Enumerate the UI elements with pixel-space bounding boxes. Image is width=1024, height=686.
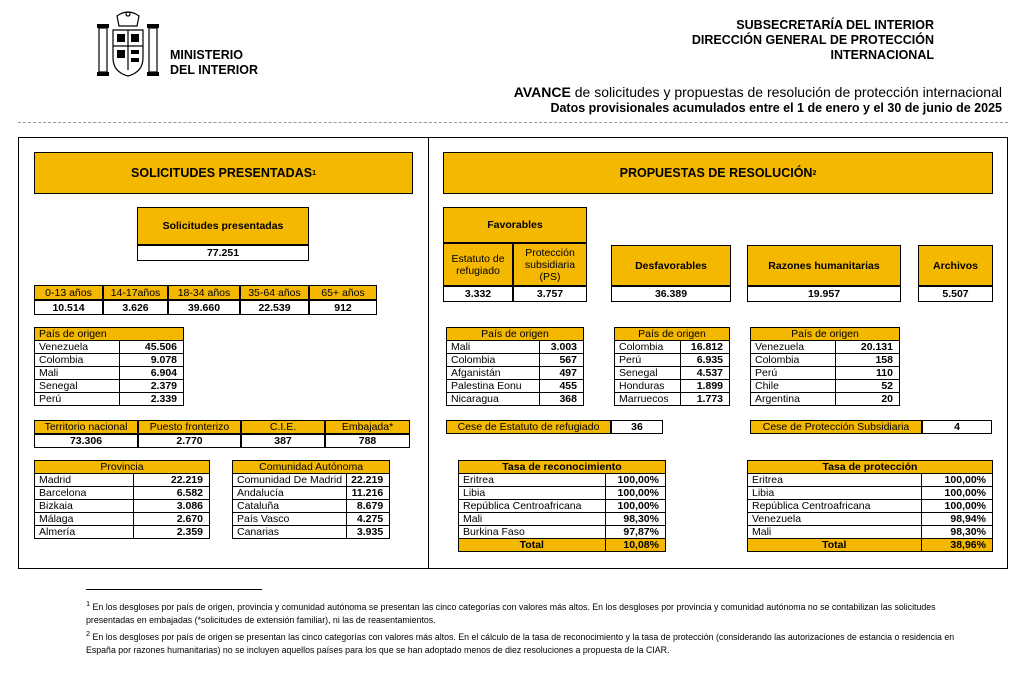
title-rest: de solicitudes y propuestas de resolución de protección internacional — [570, 84, 1002, 100]
table-row — [35, 367, 184, 380]
row-value: 2.670 — [134, 513, 210, 526]
refugiado-value: 3.332 — [443, 286, 513, 302]
row-name: Mali — [447, 341, 540, 354]
table-row — [447, 367, 584, 380]
table-row — [751, 367, 900, 380]
row-name: Mali — [35, 367, 120, 380]
row-name: Nicaragua — [447, 393, 540, 406]
favorables-label: Favorables — [487, 219, 543, 231]
page-subtitle: Datos provisionales acumulados entre el 1 de enero y el 30 de junio de 2025 — [550, 101, 1002, 115]
row-value: 52 — [836, 380, 900, 393]
row-value: 98,30% — [921, 526, 992, 539]
humanitarias-value: 19.957 — [747, 286, 901, 302]
age-value: 22.539 — [240, 300, 309, 315]
refugiado-label — [443, 243, 513, 286]
age-value: 10.514 — [34, 300, 103, 315]
header-divider — [18, 122, 1008, 123]
row-value: 98,94% — [921, 513, 992, 526]
total-solicitudes-value: 77.251 — [137, 245, 309, 261]
footnote-1-text: En los desgloses por país de origen, provincia y comunidad autónoma se presentan las cinco categorías con valores más altos. En los desgloses por provincia y comunidad autónoma no se contabilizan las solicitudes presentadas en embajadas (*solicitudes de extensión familiar), ni las de reasentamientos. — [86, 601, 936, 625]
row-name: Comunidad De Madrid — [233, 474, 347, 487]
title-bold: AVANCE — [513, 84, 571, 100]
cese-ps-label — [750, 420, 922, 434]
row-name: Senegal — [35, 380, 120, 393]
table-row — [35, 500, 210, 513]
row-name: Colombia — [35, 354, 120, 367]
table-row — [459, 526, 666, 539]
row-name: Colombia — [751, 354, 836, 367]
origin-fav-header: País de origen — [447, 328, 584, 341]
tasa-prot-total-value: 38,96% — [921, 539, 992, 552]
table-row — [748, 526, 993, 539]
ministry-name — [170, 48, 258, 78]
row-name: Mali — [459, 513, 606, 526]
row-name: Perú — [615, 354, 681, 367]
table-row — [447, 354, 584, 367]
row-value: 2.379 — [120, 380, 184, 393]
row-value: 158 — [836, 354, 900, 367]
age-value: 3.626 — [103, 300, 168, 315]
origin-table-humanitarias — [750, 327, 900, 406]
age-value: 39.660 — [168, 300, 240, 315]
page-title — [514, 84, 1002, 116]
footnote-2 — [86, 627, 956, 657]
table-row — [35, 380, 184, 393]
row-value: 100,00% — [605, 474, 665, 487]
table-row — [751, 380, 900, 393]
row-value: 455 — [540, 380, 584, 393]
tasa-prot-header: Tasa de protección — [748, 461, 993, 474]
age-label: 0-13 años — [34, 285, 103, 300]
row-name: Bizkaia — [35, 500, 134, 513]
tasa-reconocimiento-table — [458, 460, 666, 552]
row-value: 4.537 — [681, 367, 730, 380]
tasa-proteccion-table — [747, 460, 993, 552]
cese-ps-label-text: Cese de Protección Subsidiaria — [762, 421, 910, 433]
row-name: Libia — [748, 487, 922, 500]
origin-header: País de origen — [35, 328, 184, 341]
row-value: 22.219 — [134, 474, 210, 487]
province-header: Provincia — [35, 461, 210, 474]
table-row — [35, 487, 210, 500]
row-value: 567 — [540, 354, 584, 367]
row-name: Marruecos — [615, 393, 681, 406]
archivos-label-text: Archivos — [933, 259, 978, 272]
table-row — [35, 526, 210, 539]
table-row — [751, 354, 900, 367]
coat-of-arms-icon — [95, 10, 161, 80]
desfavorables-label — [611, 245, 731, 286]
table-row — [459, 500, 666, 513]
origin-desf-header: País de origen — [615, 328, 730, 341]
row-value: 3.935 — [347, 526, 390, 539]
row-value: 100,00% — [921, 487, 992, 500]
row-value: 100,00% — [605, 500, 665, 513]
row-value: 45.506 — [120, 341, 184, 354]
table-row — [233, 474, 390, 487]
province-table — [34, 460, 210, 539]
row-name: Eritrea — [748, 474, 922, 487]
row-name: Honduras — [615, 380, 681, 393]
row-value: 1.899 — [681, 380, 730, 393]
age-label: 18-34 años — [168, 285, 240, 300]
row-value: 1.773 — [681, 393, 730, 406]
row-name: Almería — [35, 526, 134, 539]
row-value: 20 — [836, 393, 900, 406]
table-row — [748, 500, 993, 513]
row-name: Chile — [751, 380, 836, 393]
solicitudes-header-label: SOLICITUDES PRESENTADAS — [131, 166, 313, 180]
table-row — [447, 341, 584, 354]
table-row — [748, 474, 993, 487]
place-label: Embajada* — [325, 420, 410, 434]
row-value: 100,00% — [921, 474, 992, 487]
tasa-rec-header: Tasa de reconocimiento — [459, 461, 666, 474]
row-name: Burkina Faso — [459, 526, 606, 539]
row-name: Málaga — [35, 513, 134, 526]
row-value: 11.216 — [347, 487, 390, 500]
row-name: Cataluña — [233, 500, 347, 513]
solicitudes-header — [34, 152, 413, 194]
row-value: 2.359 — [134, 526, 210, 539]
table-row — [459, 487, 666, 500]
row-name: Venezuela — [751, 341, 836, 354]
place-label: Puesto fronterizo — [138, 420, 241, 434]
cese-ps-value: 4 — [922, 420, 992, 434]
place-value: 387 — [241, 434, 325, 448]
favorables-header — [443, 207, 587, 243]
desfavorables-value: 36.389 — [611, 286, 731, 302]
tasa-rec-total-label: Total — [459, 539, 606, 552]
row-value: 368 — [540, 393, 584, 406]
table-row — [748, 487, 993, 500]
row-name: Venezuela — [35, 341, 120, 354]
footnote-1-sup: 1 — [86, 599, 91, 608]
row-value: 3.086 — [134, 500, 210, 513]
cese-refugiado-value: 36 — [611, 420, 663, 434]
row-value: 6.935 — [681, 354, 730, 367]
table-row — [615, 341, 730, 354]
ps-value: 3.757 — [513, 286, 587, 302]
solicitudes-header-sup: 1 — [312, 169, 316, 177]
row-value: 98,30% — [605, 513, 665, 526]
row-name: Perú — [751, 367, 836, 380]
age-label: 65+ años — [309, 285, 377, 300]
footnote-2-text: En los desgloses por país de origen se presentan las cinco categorías con valores más altos. En el cálculo de la tasa de reconocimiento y la tasa de protección (considerando las autorizaciones de estancia o residencia en España por razones humanitarias) no se incluyen aquellos países para los que se han adoptado menos de diez resoluciones a propuesta de la CIAR. — [86, 631, 955, 655]
table-row — [35, 354, 184, 367]
table-row — [35, 341, 184, 354]
tasa-prot-total-label: Total — [748, 539, 922, 552]
propuestas-header-label: PROPUESTAS DE RESOLUCIÓN — [619, 166, 813, 180]
row-value: 6.582 — [134, 487, 210, 500]
refugiado-label-text: Estatuto de refugiado — [451, 252, 505, 277]
humanitarias-label — [747, 245, 901, 286]
ccaa-header: Comunidad Autónoma — [233, 461, 390, 474]
propuestas-header — [443, 152, 993, 194]
age-label: 14-17años — [103, 285, 168, 300]
table-row — [447, 393, 584, 406]
row-name: Palestina Eonu — [447, 380, 540, 393]
row-name: Canarias — [233, 526, 347, 539]
row-name: Senegal — [615, 367, 681, 380]
table-row — [615, 367, 730, 380]
row-name: Perú — [35, 393, 120, 406]
table-row — [459, 513, 666, 526]
table-row — [751, 393, 900, 406]
ministry-line2: DEL INTERIOR — [170, 63, 258, 77]
table-row — [35, 393, 184, 406]
row-name: Venezuela — [748, 513, 922, 526]
humanitarias-label-text: Razones humanitarias — [768, 259, 880, 272]
row-value: 4.275 — [347, 513, 390, 526]
table-row — [35, 513, 210, 526]
row-value: 2.339 — [120, 393, 184, 406]
row-value: 16.812 — [681, 341, 730, 354]
table-row — [615, 393, 730, 406]
table-row — [459, 474, 666, 487]
footnote-2-sup: 2 — [86, 628, 91, 638]
row-value: 9.078 — [120, 354, 184, 367]
origin-table-favorables — [446, 327, 584, 406]
table-row — [233, 513, 390, 526]
table-row — [233, 487, 390, 500]
total-solicitudes-label — [137, 207, 309, 245]
row-name: Mali — [748, 526, 922, 539]
table-row — [447, 380, 584, 393]
origin-hum-header: País de origen — [751, 328, 900, 341]
row-name: Barcelona — [35, 487, 134, 500]
row-value: 3.003 — [540, 341, 584, 354]
row-value: 100,00% — [921, 500, 992, 513]
propuestas-header-sup: 2 — [812, 169, 817, 177]
tasa-rec-total-value: 10,08% — [605, 539, 665, 552]
cese-refugiado-label — [446, 420, 611, 434]
row-name: Madrid — [35, 474, 134, 487]
table-row — [615, 380, 730, 393]
row-name: Argentina — [751, 393, 836, 406]
row-value: 110 — [836, 367, 900, 380]
row-value: 22.219 — [347, 474, 390, 487]
row-value: 497 — [540, 367, 584, 380]
row-name: Colombia — [447, 354, 540, 367]
total-solicitudes-label-text: Solicitudes presentadas — [162, 220, 284, 232]
age-label: 35-64 años — [240, 285, 309, 300]
footnote-1 — [86, 597, 956, 627]
place-label: C.I.E. — [241, 420, 325, 434]
org-line3: INTERNACIONAL — [830, 48, 934, 62]
table-row — [615, 354, 730, 367]
row-value: 8.679 — [347, 500, 390, 513]
table-row — [35, 474, 210, 487]
org-name — [692, 18, 934, 63]
origin-table-desfavorables — [614, 327, 730, 406]
row-name: República Centroafricana — [459, 500, 606, 513]
row-name: Andalucía — [233, 487, 347, 500]
cese-refugiado-label-text: Cese de Estatuto de refugiado — [457, 421, 600, 433]
row-name: República Centroafricana — [748, 500, 922, 513]
row-name: País Vasco — [233, 513, 347, 526]
table-row — [233, 526, 390, 539]
row-name: Colombia — [615, 341, 681, 354]
org-line2: DIRECCIÓN GENERAL DE PROTECCIÓN — [691, 33, 934, 47]
panel-divider — [428, 137, 429, 569]
ps-label-text: Protección subsidiaria (PS) — [524, 246, 576, 283]
place-label: Territorio nacional — [34, 420, 138, 434]
row-value: 97,87% — [605, 526, 665, 539]
table-row — [751, 341, 900, 354]
row-name: Afganistán — [447, 367, 540, 380]
table-row — [233, 500, 390, 513]
ccaa-table — [232, 460, 390, 539]
archivos-label — [918, 245, 993, 286]
footnotes — [86, 597, 956, 657]
age-value: 912 — [309, 300, 377, 315]
archivos-value: 5.507 — [918, 286, 993, 302]
table-row — [748, 513, 993, 526]
desfavorables-label-text: Desfavorables — [635, 259, 707, 272]
place-value: 788 — [325, 434, 410, 448]
ministry-line1: MINISTERIO — [170, 48, 243, 62]
footnote-divider — [86, 589, 262, 590]
row-value: 100,00% — [605, 487, 665, 500]
org-line1: SUBSECRETARÍA DEL INTERIOR — [736, 18, 934, 32]
row-value: 20.131 — [836, 341, 900, 354]
row-value: 6.904 — [120, 367, 184, 380]
origin-table-solicitudes — [34, 327, 184, 406]
row-name: Libia — [459, 487, 606, 500]
place-value: 73.306 — [34, 434, 138, 448]
row-name: Eritrea — [459, 474, 606, 487]
place-value: 2.770 — [138, 434, 241, 448]
ps-label — [513, 243, 587, 286]
